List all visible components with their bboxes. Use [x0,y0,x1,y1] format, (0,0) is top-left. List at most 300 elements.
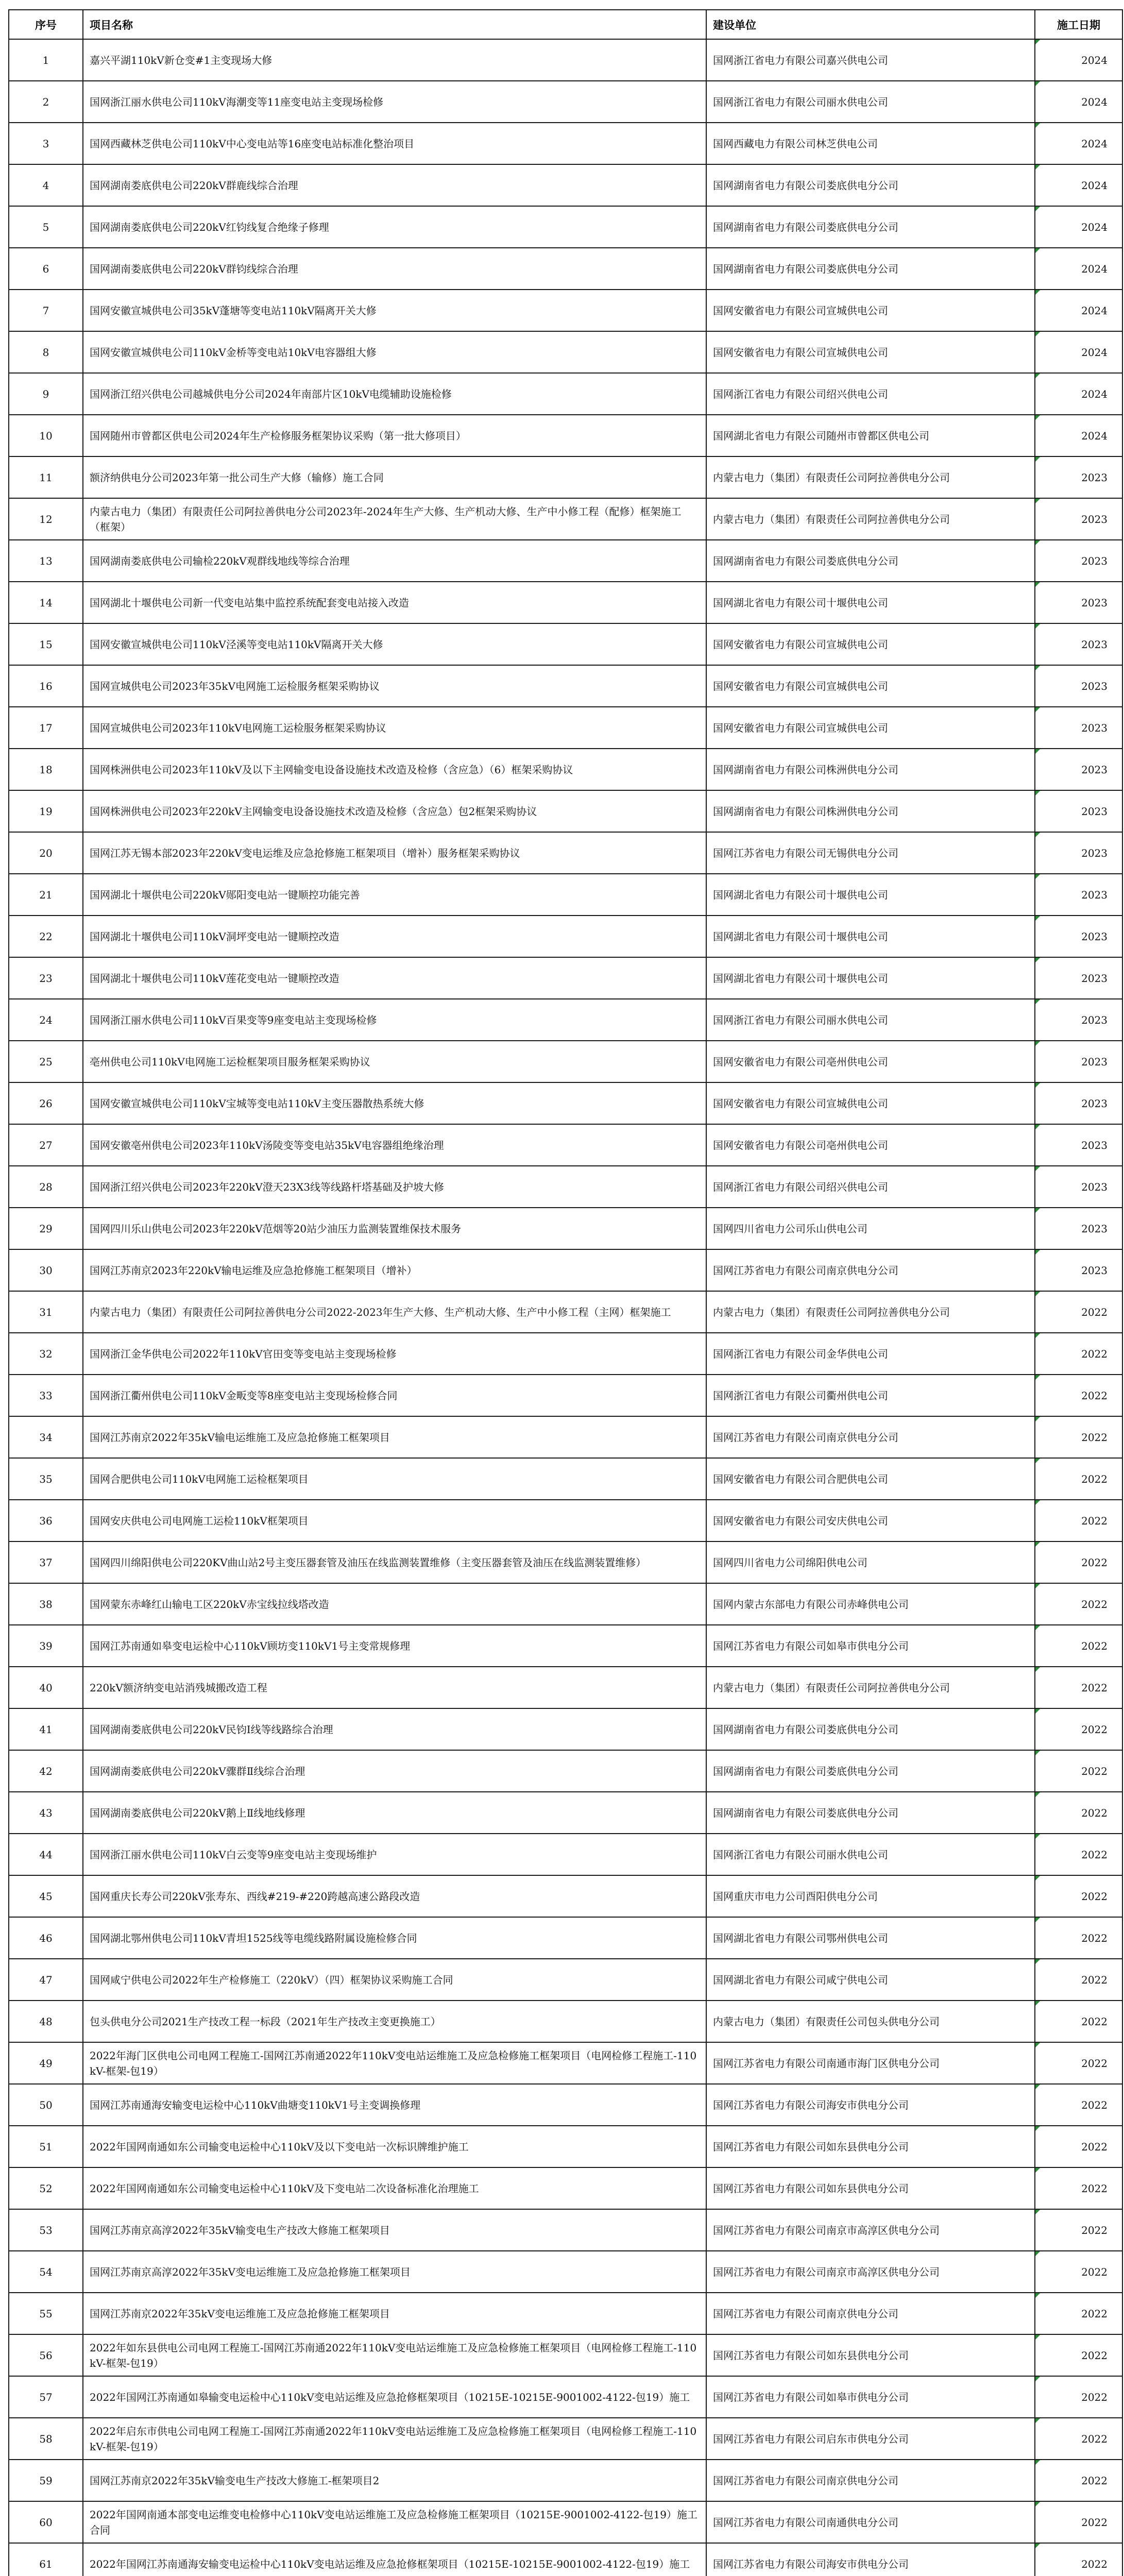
row-number: 10 [9,415,83,456]
table-row [9,2251,1122,2293]
project-name-cell: 国网咸宁供电公司2022年生产检修施工（220kV）（四）框架协议采购施工合同 [83,1959,706,2001]
project-name-cell: 国网湖北十堰供电公司220kV郧阳变电站一键顺控功能完善 [83,874,706,916]
construction-date-cell: 2022 [1035,2460,1122,2501]
project-name-cell: 国网江苏南通如皋变电运检中心110kV顾坊变110kV1号主变常规修理 [83,1625,706,1667]
project-name-cell: 内蒙古电力（集团）有限责任公司阿拉善供电分公司2022-2023年生产大修、生产机动大修、生产中小修工程（主网）框架施工 [83,1291,706,1333]
project-name-cell: 国网湖北十堰供电公司110kV莲花变电站一键顺控改造 [83,957,706,999]
row-number: 20 [9,832,83,874]
construction-date-cell: 2022 [1035,2084,1122,2126]
table-row [9,1834,1122,1875]
construction-date-cell: 2022 [1035,1667,1122,1708]
construction-date-cell: 2023 [1035,790,1122,832]
table-row [9,248,1122,290]
construction-date-cell: 2022 [1035,2167,1122,2209]
table-row [9,206,1122,248]
header-row [9,10,1122,39]
project-name-cell: 国网江苏南京高淳2022年35kV输变电生产技改大修施工框架项目 [83,2209,706,2251]
construction-date-cell: 2022 [1035,1416,1122,1458]
construction-date-cell: 2023 [1035,749,1122,790]
row-number: 7 [9,290,83,331]
construction-date-cell: 2023 [1035,665,1122,707]
construction-unit-cell: 国网湖南省电力有限公司娄底供电分公司 [706,164,1035,206]
table-row [9,1917,1122,1959]
construction-unit-cell: 国网安徽省电力有限公司亳州供电公司 [706,1041,1035,1082]
construction-date-cell: 2023 [1035,1082,1122,1124]
row-number: 11 [9,456,83,498]
table-row [9,1750,1122,1792]
table-row [9,832,1122,874]
project-name-cell: 国网安徽宣城供电公司110kV泾溪等变电站110kV隔离开关大修 [83,623,706,665]
row-number: 46 [9,1917,83,1959]
table-row [9,707,1122,749]
table-row [9,373,1122,415]
table-row [9,790,1122,832]
construction-date-cell: 2023 [1035,1041,1122,1082]
construction-date-cell: 2022 [1035,2126,1122,2167]
table-row [9,2209,1122,2251]
construction-date-cell: 2022 [1035,1625,1122,1667]
construction-unit-cell: 国网湖南省电力有限公司娄底供电分公司 [706,1708,1035,1750]
construction-unit-cell: 国网湖北省电力有限公司十堰供电公司 [706,916,1035,957]
construction-date-cell: 2022 [1035,2376,1122,2418]
table-row [9,540,1122,582]
table-row [9,331,1122,373]
project-name-cell: 国网湖南娄底供电公司输检220kV观群线地线等综合治理 [83,540,706,582]
row-number: 6 [9,248,83,290]
construction-unit-cell: 国网浙江省电力有限公司绍兴供电公司 [706,1166,1035,1208]
header-project-name: 项目名称 [83,10,706,39]
table-row [9,1208,1122,1249]
project-name-cell: 国网江苏南通海安输变电运检中心110kV曲塘变110kV1号主变调换修理 [83,2084,706,2126]
construction-unit-cell: 国网江苏省电力有限公司如皋市供电分公司 [706,2376,1035,2418]
project-name-cell: 国网湖南娄底供电公司220kV红钧线复合绝缘子修理 [83,206,706,248]
construction-unit-cell: 国网江苏省电力有限公司如东县供电分公司 [706,2126,1035,2167]
table-row [9,623,1122,665]
row-number: 18 [9,749,83,790]
construction-unit-cell: 内蒙古电力（集团）有限责任公司阿拉善供电分公司 [706,1291,1035,1333]
row-number: 33 [9,1375,83,1416]
table-row [9,81,1122,123]
row-number: 36 [9,1500,83,1541]
row-number: 57 [9,2376,83,2418]
project-name-cell: 2022年国网江苏南通如皋输变电运检中心110kV变电站运维及应急抢修框架项目（10215E-10215E-9001002-4122-包19）施工 [83,2376,706,2418]
table-row [9,415,1122,456]
row-number: 51 [9,2126,83,2167]
project-name-cell: 国网浙江丽水供电公司110kV百果变等9座变电站主变现场检修 [83,999,706,1041]
row-number: 3 [9,123,83,164]
row-number: 49 [9,2042,83,2084]
table-row [9,1583,1122,1625]
construction-unit-cell: 国网江苏省电力有限公司南京供电分公司 [706,2460,1035,2501]
row-number: 41 [9,1708,83,1750]
project-name-cell: 国网浙江丽水供电公司110kV白云变等9座变电站主变现场维护 [83,1834,706,1875]
construction-date-cell: 2022 [1035,2418,1122,2460]
row-number: 58 [9,2418,83,2460]
construction-unit-cell: 国网湖南省电力有限公司株洲供电分公司 [706,749,1035,790]
table-row [9,1708,1122,1750]
construction-unit-cell: 国网湖北省电力有限公司鄂州供电公司 [706,1917,1035,1959]
row-number: 56 [9,2334,83,2376]
project-name-cell: 2022年国网南通如东公司输变电运检中心110kV及下变电站二次设备标准化治理施工 [83,2167,706,2209]
construction-date-cell: 2023 [1035,582,1122,623]
row-number: 16 [9,665,83,707]
project-name-cell: 国网湖南娄底供电公司220kV群鹿线综合治理 [83,164,706,206]
row-number: 26 [9,1082,83,1124]
construction-unit-cell: 国网浙江省电力有限公司绍兴供电公司 [706,373,1035,415]
construction-unit-cell: 国网江苏省电力有限公司启东市供电分公司 [706,2418,1035,2460]
construction-date-cell: 2024 [1035,331,1122,373]
project-name-cell: 国网湖北鄂州供电公司110kV青坦1525线等电缆线路附属设施检修合同 [83,1917,706,1959]
table-row [9,1333,1122,1375]
construction-date-cell: 2022 [1035,2251,1122,2293]
project-name-cell: 额济纳供电分公司2023年第一批公司生产大修（输修）施工合同 [83,456,706,498]
project-name-cell: 国网安庆供电公司电网施工运检110kV框架项目 [83,1500,706,1541]
project-name-cell: 国网随州市曾都区供电公司2024年生产检修服务框架协议采购（第一批大修项目） [83,415,706,456]
project-name-cell: 国网西藏林芝供电公司110kV中心变电站等16座变电站标准化整治项目 [83,123,706,164]
construction-unit-cell: 国网江苏省电力有限公司南京供电分公司 [706,2293,1035,2334]
construction-date-cell: 2022 [1035,2042,1122,2084]
row-number: 44 [9,1834,83,1875]
project-name-cell: 国网株洲供电公司2023年220kV主网输变电设备设施技术改造及检修（含应急）包2框架采购协议 [83,790,706,832]
construction-date-cell: 2023 [1035,916,1122,957]
construction-date-cell: 2023 [1035,1166,1122,1208]
table-row [9,874,1122,916]
construction-unit-cell: 国网浙江省电力有限公司金华供电公司 [706,1333,1035,1375]
row-number: 5 [9,206,83,248]
table-row [9,1875,1122,1917]
project-name-cell: 国网浙江丽水供电公司110kV海潮变等11座变电站主变现场检修 [83,81,706,123]
row-number: 31 [9,1291,83,1333]
construction-date-cell: 2023 [1035,874,1122,916]
project-name-cell: 国网湖南娄底供电公司220kV民钧Ⅰ线等线路综合治理 [83,1708,706,1750]
project-name-cell: 国网蒙东赤峰红山输电工区220kV赤宝线拉线塔改造 [83,1583,706,1625]
table-row [9,1041,1122,1082]
table-row [9,498,1122,540]
project-name-cell: 2022年国网南通本部变电运维变电检修中心110kV变电站运维施工及应急检修施工框架项目（10215E-9001002-4122-包19）施工合同 [83,2501,706,2543]
row-number: 8 [9,331,83,373]
project-name-cell: 国网合肥供电公司110kV电网施工运检框架项目 [83,1458,706,1500]
row-number: 24 [9,999,83,1041]
construction-unit-cell: 国网江苏省电力有限公司如皋市供电分公司 [706,1625,1035,1667]
project-name-cell: 国网江苏南京2022年35kV变电运维施工及应急抢修施工框架项目 [83,2293,706,2334]
construction-unit-cell: 国网重庆市电力公司酉阳供电分公司 [706,1875,1035,1917]
construction-unit-cell: 国网安徽省电力有限公司安庆供电公司 [706,1500,1035,1541]
construction-unit-cell: 国网浙江省电力有限公司嘉兴供电公司 [706,39,1035,81]
row-number: 52 [9,2167,83,2209]
row-number: 35 [9,1458,83,1500]
row-number: 43 [9,1792,83,1834]
table-row [9,164,1122,206]
table-row [9,1541,1122,1583]
construction-unit-cell: 国网湖南省电力有限公司娄底供电分公司 [706,540,1035,582]
project-name-cell: 2022年国网南通如东公司输变电运检中心110kV及以下变电站一次标识牌维护施工 [83,2126,706,2167]
construction-date-cell: 2022 [1035,2501,1122,2543]
row-number: 19 [9,790,83,832]
project-table [8,9,1123,2576]
row-number: 34 [9,1416,83,1458]
header-construction-date: 施工日期 [1035,10,1122,39]
construction-date-cell: 2022 [1035,1750,1122,1792]
project-name-cell: 国网江苏南京2023年220kV输电运维及应急抢修施工框架项目（增补） [83,1249,706,1291]
row-number: 61 [9,2543,83,2576]
row-number: 4 [9,164,83,206]
table-row [9,1166,1122,1208]
construction-date-cell: 2024 [1035,248,1122,290]
project-name-cell: 国网安徽宣城供电公司110kV宝城等变电站110kV主变压器散热系统大修 [83,1082,706,1124]
construction-unit-cell: 国网安徽省电力有限公司合肥供电公司 [706,1458,1035,1500]
construction-unit-cell: 国网湖北省电力有限公司随州市曾都区供电公司 [706,415,1035,456]
construction-date-cell: 2024 [1035,81,1122,123]
table-row [9,2376,1122,2418]
construction-unit-cell: 国网浙江省电力有限公司丽水供电公司 [706,1834,1035,1875]
project-name-cell: 国网重庆长寿公司220kV张寿东、西线#219-#220跨越高速公路段改造 [83,1875,706,1917]
construction-date-cell: 2024 [1035,164,1122,206]
construction-unit-cell: 国网安徽省电力有限公司宣城供电公司 [706,665,1035,707]
row-number: 2 [9,81,83,123]
row-number: 53 [9,2209,83,2251]
table-row [9,749,1122,790]
construction-date-cell: 2023 [1035,999,1122,1041]
table-row [9,582,1122,623]
table-row [9,1291,1122,1333]
row-number: 37 [9,1541,83,1583]
project-name-cell: 国网株洲供电公司2023年110kV及以下主网输变电设备设施技术改造及检修（含应急）（6）框架采购协议 [83,749,706,790]
construction-unit-cell: 内蒙古电力（集团）有限责任公司阿拉善供电分公司 [706,456,1035,498]
project-name-cell: 国网湖南娄底供电公司220kV骤群Ⅱ线综合治理 [83,1750,706,1792]
construction-date-cell: 2022 [1035,1458,1122,1500]
construction-unit-cell: 国网江苏省电力有限公司南京供电分公司 [706,1249,1035,1291]
project-name-cell: 国网江苏南京2022年35kV输变电生产技改大修施工-框架项目2 [83,2460,706,2501]
project-name-cell: 国网湖南娄底供电公司220kV鹅上Ⅱ线地线修理 [83,1792,706,1834]
project-name-cell: 国网安徽宣城供电公司35kV蓬塘等变电站110kV隔离开关大修 [83,290,706,331]
construction-date-cell: 2022 [1035,2543,1122,2576]
row-number: 39 [9,1625,83,1667]
project-name-cell: 国网江苏南京2022年35kV输电运维施工及应急抢修施工框架项目 [83,1416,706,1458]
row-number: 28 [9,1166,83,1208]
table-row [9,1792,1122,1834]
row-number: 50 [9,2084,83,2126]
construction-date-cell: 2024 [1035,290,1122,331]
table-row [9,2418,1122,2460]
project-name-cell: 2022年如东县供电公司电网工程施工-国网江苏南通2022年110kV变电站运维施工及应急检修施工框架项目（电网检修工程施工-110kV-框架-包19） [83,2334,706,2376]
construction-unit-cell: 国网安徽省电力有限公司宣城供电公司 [706,623,1035,665]
row-number: 27 [9,1124,83,1166]
construction-date-cell: 2024 [1035,206,1122,248]
table-row [9,1375,1122,1416]
construction-unit-cell: 国网江苏省电力有限公司海安市供电分公司 [706,2084,1035,2126]
table-row [9,1082,1122,1124]
construction-date-cell: 2022 [1035,2209,1122,2251]
row-number: 60 [9,2501,83,2543]
row-number: 29 [9,1208,83,1249]
row-number: 59 [9,2460,83,2501]
construction-date-cell: 2023 [1035,1124,1122,1166]
construction-date-cell: 2022 [1035,1917,1122,1959]
project-name-cell: 国网湖南娄底供电公司220kV群钧线综合治理 [83,248,706,290]
construction-date-cell: 2022 [1035,1959,1122,2001]
construction-unit-cell: 国网安徽省电力有限公司亳州供电公司 [706,1124,1035,1166]
construction-unit-cell: 国网湖南省电力有限公司娄底供电分公司 [706,1792,1035,1834]
row-number: 45 [9,1875,83,1917]
construction-unit-cell: 国网西藏电力有限公司林芝供电公司 [706,123,1035,164]
table-row [9,1500,1122,1541]
construction-unit-cell: 国网江苏省电力有限公司如东县供电分公司 [706,2167,1035,2209]
project-name-cell: 国网四川绵阳供电公司220KV曲山站2号主变压器套管及油压在线监测装置维修（主变压器套管及油压在线监测装置维修） [83,1541,706,1583]
construction-unit-cell: 国网江苏省电力有限公司南京市高淳区供电分公司 [706,2209,1035,2251]
construction-unit-cell: 国网江苏省电力有限公司无锡供电分公司 [706,832,1035,874]
construction-date-cell: 2022 [1035,1792,1122,1834]
construction-date-cell: 2022 [1035,1541,1122,1583]
project-name-cell: 2022年启东市供电公司电网工程施工-国网江苏南通2022年110kV变电站运维施工及应急检修施工框架项目（电网检修工程施工-110kV-框架-包19） [83,2418,706,2460]
construction-unit-cell: 国网浙江省电力有限公司丽水供电公司 [706,999,1035,1041]
table-row [9,1667,1122,1708]
table-row [9,665,1122,707]
construction-date-cell: 2022 [1035,1834,1122,1875]
row-number: 25 [9,1041,83,1082]
construction-date-cell: 2022 [1035,2001,1122,2042]
construction-date-cell: 2023 [1035,1249,1122,1291]
table-row [9,2001,1122,2042]
header-no: 序号 [9,10,83,39]
construction-unit-cell: 国网江苏省电力有限公司海安市供电分公司 [706,2543,1035,2576]
row-number: 55 [9,2293,83,2334]
table-row [9,916,1122,957]
construction-unit-cell: 国网江苏省电力有限公司南通市海门区供电分公司 [706,2042,1035,2084]
project-name-cell: 国网江苏南京高淳2022年35kV变电运维施工及应急抢修施工框架项目 [83,2251,706,2293]
project-name-cell: 国网宣城供电公司2023年35kV电网施工运检服务框架采购协议 [83,665,706,707]
project-name-cell: 国网浙江衢州供电公司110kV金畈变等8座变电站主变现场检修合同 [83,1375,706,1416]
project-name-cell: 国网湖北十堰供电公司新一代变电站集中监控系统配套变电站接入改造 [83,582,706,623]
table-row [9,2126,1122,2167]
table-row [9,999,1122,1041]
row-number: 54 [9,2251,83,2293]
project-name-cell: 国网浙江绍兴供电公司2023年220kV澄天23X3线等线路杆塔基础及护坡大修 [83,1166,706,1208]
row-number: 48 [9,2001,83,2042]
table-row [9,290,1122,331]
table-row [9,2460,1122,2501]
construction-date-cell: 2023 [1035,456,1122,498]
row-number: 22 [9,916,83,957]
table-row [9,456,1122,498]
table-row [9,2167,1122,2209]
table-row [9,2501,1122,2543]
project-name-cell: 国网安徽宣城供电公司110kV金桥等变电站10kV电容器组大修 [83,331,706,373]
construction-date-cell: 2023 [1035,623,1122,665]
table-row [9,2334,1122,2376]
header-construction-unit: 建设单位 [706,10,1035,39]
construction-date-cell: 2023 [1035,957,1122,999]
project-name-cell: 国网四川乐山供电公司2023年220kV范烟等20站少油压力监测装置维保技术服务 [83,1208,706,1249]
row-number: 21 [9,874,83,916]
project-name-cell: 亳州供电公司110kV电网施工运检框架项目服务框架采购协议 [83,1041,706,1082]
table-row [9,1249,1122,1291]
row-number: 17 [9,707,83,749]
project-name-cell: 国网宣城供电公司2023年110kV电网施工运检服务框架采购协议 [83,707,706,749]
row-number: 12 [9,498,83,540]
construction-date-cell: 2022 [1035,1333,1122,1375]
construction-date-cell: 2024 [1035,415,1122,456]
row-number: 13 [9,540,83,582]
project-name-cell: 内蒙古电力（集团）有限责任公司阿拉善供电分公司2023年-2024年生产大修、生产机动大修、生产中小修工程（配修）框架施工（框架） [83,498,706,540]
project-name-cell: 嘉兴平湖110kV新仓变#1主变现场大修 [83,39,706,81]
table-row [9,1124,1122,1166]
construction-unit-cell: 国网湖北省电力有限公司十堰供电公司 [706,582,1035,623]
row-number: 9 [9,373,83,415]
construction-unit-cell: 国网浙江省电力有限公司丽水供电公司 [706,81,1035,123]
row-number: 47 [9,1959,83,2001]
construction-date-cell: 2022 [1035,1708,1122,1750]
construction-date-cell: 2022 [1035,1500,1122,1541]
construction-unit-cell: 国网安徽省电力有限公司宣城供电公司 [706,1082,1035,1124]
construction-unit-cell: 国网浙江省电力有限公司衢州供电公司 [706,1375,1035,1416]
construction-unit-cell: 国网四川省电力公司绵阳供电公司 [706,1541,1035,1583]
project-name-cell: 国网浙江金华供电公司2022年110kV官田变等变电站主变现场检修 [83,1333,706,1375]
construction-unit-cell: 国网湖北省电力有限公司十堰供电公司 [706,874,1035,916]
construction-unit-cell: 国网四川省电力公司乐山供电公司 [706,1208,1035,1249]
table-row [9,123,1122,164]
construction-unit-cell: 国网江苏省电力有限公司南京供电分公司 [706,1416,1035,1458]
construction-unit-cell: 国网湖北省电力有限公司咸宁供电公司 [706,1959,1035,2001]
construction-date-cell: 2022 [1035,2293,1122,2334]
row-number: 23 [9,957,83,999]
construction-date-cell: 2022 [1035,1583,1122,1625]
project-name-cell: 包头供电分公司2021生产技改工程一标段（2021年生产技改主变更换施工） [83,2001,706,2042]
construction-date-cell: 2022 [1035,1875,1122,1917]
project-name-cell: 国网湖北十堰供电公司110kV洞坪变电站一键顺控改造 [83,916,706,957]
construction-unit-cell: 国网湖南省电力有限公司娄底供电分公司 [706,248,1035,290]
construction-unit-cell: 国网江苏省电力有限公司如东县供电分公司 [706,2334,1035,2376]
table-row [9,1458,1122,1500]
table-row [9,1959,1122,2001]
project-name-cell: 国网江苏无锡本部2023年220kV变电运维及应急抢修施工框架项目（增补）服务框架采购协议 [83,832,706,874]
construction-unit-cell: 内蒙古电力（集团）有限责任公司阿拉善供电分公司 [706,1667,1035,1708]
construction-unit-cell: 国网江苏省电力有限公司南通供电分公司 [706,2501,1035,2543]
construction-unit-cell: 国网湖南省电力有限公司娄底供电分公司 [706,1750,1035,1792]
project-name-cell: 国网安徽亳州供电公司2023年110kV汤陵变等变电站35kV电容器组绝缘治理 [83,1124,706,1166]
construction-date-cell: 2023 [1035,540,1122,582]
table-row [9,957,1122,999]
construction-date-cell: 2023 [1035,1208,1122,1249]
construction-date-cell: 2023 [1035,498,1122,540]
construction-date-cell: 2022 [1035,1375,1122,1416]
construction-unit-cell: 国网湖南省电力有限公司娄底供电分公司 [706,206,1035,248]
construction-unit-cell: 国网安徽省电力有限公司宣城供电公司 [706,290,1035,331]
construction-date-cell: 2023 [1035,707,1122,749]
row-number: 40 [9,1667,83,1708]
construction-unit-cell: 国网内蒙古东部电力有限公司赤峰供电公司 [706,1583,1035,1625]
table-row [9,2084,1122,2126]
construction-unit-cell: 内蒙古电力（集团）有限责任公司包头供电分公司 [706,2001,1035,2042]
construction-unit-cell: 国网江苏省电力有限公司南京市高淳区供电分公司 [706,2251,1035,2293]
table-row [9,1416,1122,1458]
row-number: 15 [9,623,83,665]
project-name-cell: 2022年国网江苏南通海安输变电运检中心110kV变电站运维及应急抢修框架项目（10215E-10215E-9001002-4122-包19）施工 [83,2543,706,2576]
construction-date-cell: 2022 [1035,2334,1122,2376]
table-row [9,2543,1122,2576]
construction-date-cell: 2024 [1035,373,1122,415]
row-number: 30 [9,1249,83,1291]
construction-unit-cell: 国网湖北省电力有限公司十堰供电公司 [706,957,1035,999]
construction-date-cell: 2023 [1035,832,1122,874]
construction-unit-cell: 内蒙古电力（集团）有限责任公司阿拉善供电分公司 [706,498,1035,540]
row-number: 14 [9,582,83,623]
construction-unit-cell: 国网安徽省电力有限公司宣城供电公司 [706,707,1035,749]
construction-unit-cell: 国网安徽省电力有限公司宣城供电公司 [706,331,1035,373]
project-name-cell: 2022年海门区供电公司电网工程施工-国网江苏南通2022年110kV变电站运维施工及应急检修施工框架项目（电网检修工程施工-110kV-框架-包19） [83,2042,706,2084]
row-number: 42 [9,1750,83,1792]
construction-date-cell: 2024 [1035,123,1122,164]
construction-date-cell: 2022 [1035,1291,1122,1333]
